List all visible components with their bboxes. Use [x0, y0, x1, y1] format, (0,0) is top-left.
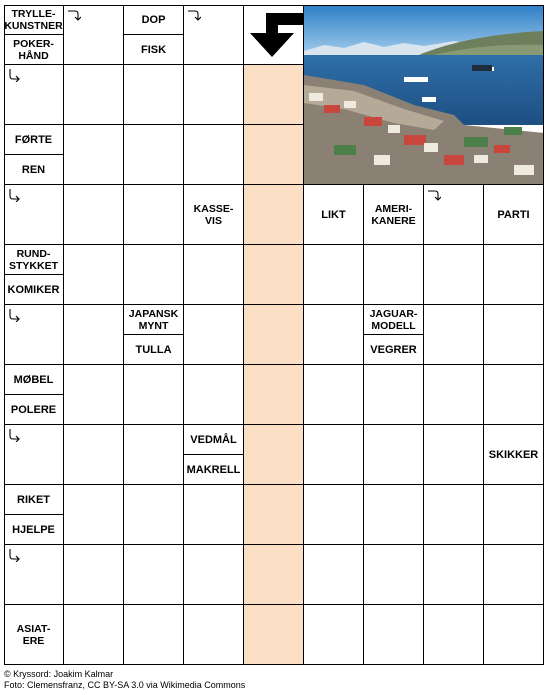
credit-author: © Kryssord: Joakim Kalmar: [4, 669, 114, 679]
answer-cell-r1-c4[interactable]: [244, 65, 304, 125]
answer-cell-r10-c1[interactable]: [64, 605, 124, 665]
answer-cell-r9-c1[interactable]: [64, 545, 124, 605]
answer-cell-r9-c3[interactable]: [184, 545, 244, 605]
answer-cell-r7-c4[interactable]: [244, 425, 304, 485]
answer-cell-r10-c5[interactable]: [304, 605, 364, 665]
answer-cell-r7-c2[interactable]: [124, 425, 184, 485]
answer-cell-r5-c7[interactable]: [424, 305, 484, 365]
harbour-city-photo: [304, 5, 544, 185]
answer-cell-r6-c8[interactable]: [484, 365, 544, 425]
clue-cell: HJELPE: [4, 515, 64, 545]
answer-cell-r4-c7[interactable]: [424, 245, 484, 305]
answer-cell-r4-c2[interactable]: [124, 245, 184, 305]
answer-cell-r6-c7[interactable]: [424, 365, 484, 425]
answer-cell-r3-c2[interactable]: [124, 185, 184, 245]
answer-cell-r6-c3[interactable]: [184, 365, 244, 425]
answer-cell-r4-c8[interactable]: [484, 245, 544, 305]
clue-cell: JAGUAR- MODELL: [364, 305, 424, 335]
clue-cell: SKIKKER: [484, 425, 544, 485]
answer-cell-r8-c3[interactable]: [184, 485, 244, 545]
clue-cell: MAKRELL: [184, 455, 244, 485]
answer-cell-r8-c5[interactable]: [304, 485, 364, 545]
answer-cell-r6-c2[interactable]: [124, 365, 184, 425]
answer-cell-r3-c4[interactable]: [244, 185, 304, 245]
clue-cell: KOMIKER: [4, 275, 64, 305]
answer-cell-r9-c2[interactable]: [124, 545, 184, 605]
answer-cell-r10-c3[interactable]: [184, 605, 244, 665]
answer-cell-r9-c4[interactable]: [244, 545, 304, 605]
crossword-grid: [4, 5, 544, 665]
answer-cell-r8-c4[interactable]: [244, 485, 304, 545]
answer-cell-r8-c8[interactable]: [484, 485, 544, 545]
answer-cell-r5-c3[interactable]: [184, 305, 244, 365]
clue-cell: ASIAT- ERE: [4, 605, 64, 665]
answer-cell-r4-c4[interactable]: [244, 245, 304, 305]
answer-cell-r10-c7[interactable]: [424, 605, 484, 665]
answer-cell-r2-c3[interactable]: [184, 125, 244, 185]
answer-cell-r7-c5[interactable]: [304, 425, 364, 485]
answer-cell-r6-c6[interactable]: [364, 365, 424, 425]
answer-cell-r8-c1[interactable]: [64, 485, 124, 545]
clue-cell: LIKT: [304, 185, 364, 245]
clue-cell: AMERI- KANERE: [364, 185, 424, 245]
answer-cell-r6-c4[interactable]: [244, 365, 304, 425]
bent-arrow-left-down-icon: [244, 5, 304, 65]
answer-cell-r10-c2[interactable]: [124, 605, 184, 665]
clue-cell: RIKET: [4, 485, 64, 515]
clue-cell: KASSE- VIS: [184, 185, 244, 245]
arrow-right-down-icon: [427, 188, 441, 202]
clue-cell: TRYLLE- KUNSTNER: [4, 5, 64, 35]
answer-cell-r9-c8[interactable]: [484, 545, 544, 605]
answer-cell-r9-c6[interactable]: [364, 545, 424, 605]
arrow-down-right-icon: [7, 308, 21, 322]
answer-cell-r7-c6[interactable]: [364, 425, 424, 485]
answer-cell-r9-c5[interactable]: [304, 545, 364, 605]
answer-cell-r5-c1[interactable]: [64, 305, 124, 365]
clue-cell: FISK: [124, 35, 184, 65]
answer-cell-r1-c2[interactable]: [124, 65, 184, 125]
clue-cell: PARTI: [484, 185, 544, 245]
answer-cell-r2-c4[interactable]: [244, 125, 304, 185]
clue-cell: RUND- STYKKET: [4, 245, 64, 275]
clue-cell: POLERE: [4, 395, 64, 425]
arrow-down-right-icon: [7, 188, 21, 202]
arrow-down-right-icon: [7, 68, 21, 82]
answer-cell-r7-c7[interactable]: [424, 425, 484, 485]
clue-cell: MØBEL: [4, 365, 64, 395]
answer-cell-r8-c2[interactable]: [124, 485, 184, 545]
arrow-down-right-icon: [7, 428, 21, 442]
credit-photo: Foto: Clemensfranz, CC BY-SA 3.0 via Wikimedia Commons: [4, 680, 246, 690]
answer-cell-r5-c4[interactable]: [244, 305, 304, 365]
answer-cell-r7-c1[interactable]: [64, 425, 124, 485]
answer-cell-r8-c7[interactable]: [424, 485, 484, 545]
answer-cell-r4-c5[interactable]: [304, 245, 364, 305]
arrow-right-down-icon: [187, 8, 201, 22]
arrow-right-down-icon: [67, 8, 81, 22]
answer-cell-r3-c1[interactable]: [64, 185, 124, 245]
clue-cell: POKER- HÅND: [4, 35, 64, 65]
clue-cell: FØRTE: [4, 125, 64, 155]
answer-cell-r1-c3[interactable]: [184, 65, 244, 125]
answer-cell-r2-c2[interactable]: [124, 125, 184, 185]
clue-cell: TULLA: [124, 335, 184, 365]
answer-cell-r8-c6[interactable]: [364, 485, 424, 545]
answer-cell-r6-c5[interactable]: [304, 365, 364, 425]
answer-cell-r2-c1[interactable]: [64, 125, 124, 185]
arrow-down-right-icon: [7, 548, 21, 562]
answer-cell-r4-c3[interactable]: [184, 245, 244, 305]
answer-cell-r4-c6[interactable]: [364, 245, 424, 305]
clue-cell: VEDMÅL: [184, 425, 244, 455]
answer-cell-r10-c4[interactable]: [244, 605, 304, 665]
clue-cell: JAPANSK MYNT: [124, 305, 184, 335]
clue-cell: VEGRER: [364, 335, 424, 365]
answer-cell-r9-c7[interactable]: [424, 545, 484, 605]
clue-cell: REN: [4, 155, 64, 185]
answer-cell-r1-c1[interactable]: [64, 65, 124, 125]
clue-cell: DOP: [124, 5, 184, 35]
answer-cell-r5-c8[interactable]: [484, 305, 544, 365]
answer-cell-r10-c6[interactable]: [364, 605, 424, 665]
answer-cell-r6-c1[interactable]: [64, 365, 124, 425]
answer-cell-r5-c5[interactable]: [304, 305, 364, 365]
answer-cell-r4-c1[interactable]: [64, 245, 124, 305]
answer-cell-r10-c8[interactable]: [484, 605, 544, 665]
